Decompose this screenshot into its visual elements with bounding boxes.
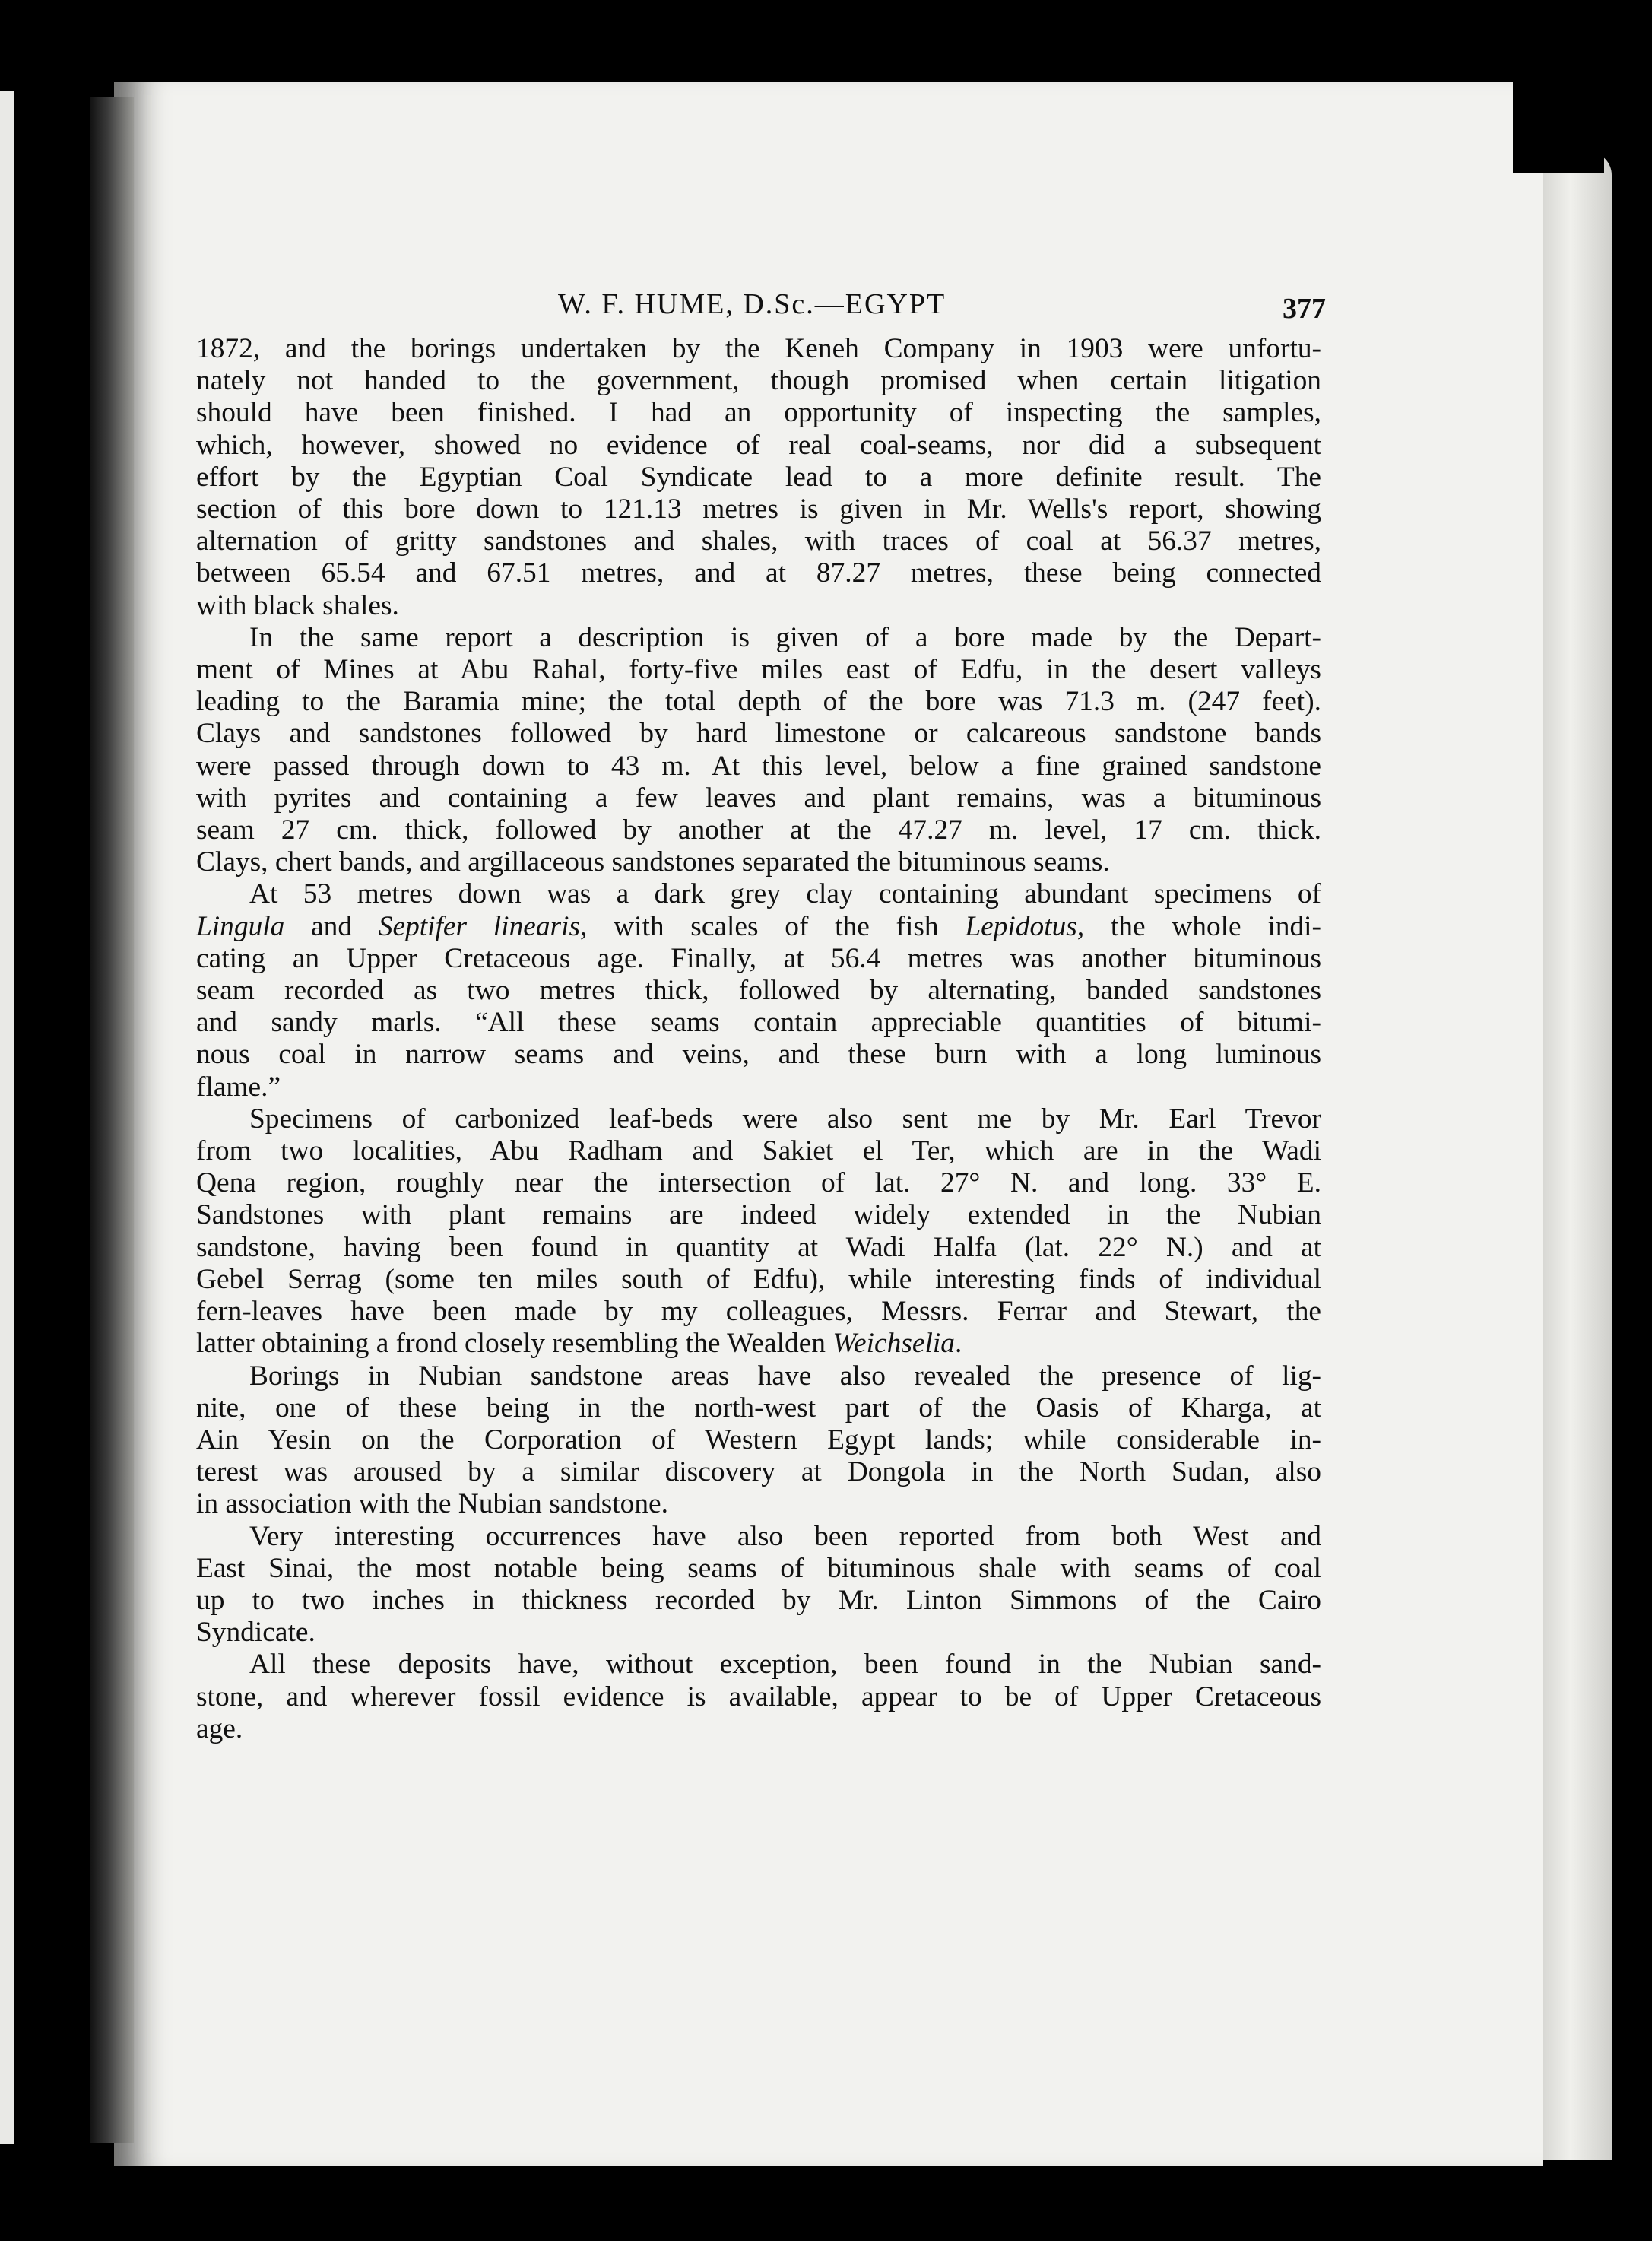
text-line: seam recorded as two metres thick, followed by alternating, banded sandstones [196, 975, 1321, 1007]
text-line: Gebel Serrag (some ten miles south of Edfu), while interesting finds of individual [196, 1263, 1321, 1295]
text-line: Clays and sandstones followed by hard limestone or calcareous sandstone bands [196, 718, 1321, 750]
text-line: fern-leaves have been made by my colleagues, Messrs. Ferrar and Stewart, the [196, 1296, 1321, 1328]
text-line: Lingula and Septifer linearis, with scales of the fish Lepidotus, the whole indi- [196, 910, 1321, 942]
page-corner-shadow [1513, 82, 1604, 173]
running-title: W. F. HUME, D.Sc.—EGYPT [558, 288, 946, 320]
text-line: seam 27 cm. thick, followed by another at the 47.27 m. level, 17 cm. thick. [196, 814, 1321, 846]
italic-term: Septifer linearis [378, 910, 581, 942]
paragraph [196, 1649, 1321, 1745]
text-line: In the same report a description is given of a bore made by the Depart- [249, 621, 1321, 653]
text-line: Sandstones with plant remains are indeed widely extended in the Nubian [196, 1199, 1321, 1231]
paragraph [196, 333, 1321, 622]
body-text [196, 333, 1321, 1745]
paragraph [196, 878, 1321, 1103]
text-line: 1872, and the borings undertaken by the Keneh Company in 1903 were unfortu- [196, 333, 1321, 364]
text-line: flame.” [196, 1071, 281, 1103]
text-line: sandstone, having been found in quantity at Wadi Halfa (lat. 22° N.) and at [196, 1231, 1321, 1263]
text-line: Borings in Nubian sandstone areas have also revealed the presence of lig- [249, 1360, 1321, 1392]
text-line: were passed through down to 43 m. At this level, below a fine grained sandstone [196, 750, 1321, 782]
paragraph [196, 1360, 1321, 1521]
italic-term: Weichselia [832, 1328, 955, 1360]
text-line: cating an Upper Cretaceous age. Finally, at 56.4 metres was another bituminous [196, 942, 1321, 974]
italic-term: Lepidotus [965, 910, 1077, 942]
facing-page-edge [0, 91, 14, 2144]
text-line: with pyrites and containing a few leaves and plant remains, was a bituminous [196, 782, 1321, 814]
book-gutter [90, 97, 134, 2143]
text-line: section of this bore down to 121.13 metres is given in Mr. Wells's report, showing [196, 494, 1321, 525]
text-line: should have been finished. I had an opportunity of inspecting the samples, [196, 397, 1321, 429]
text-line: leading to the Baramia mine; the total depth of the bore was 71.3 m. (247 feet). [196, 686, 1321, 718]
text-line: in association with the Nubian sandstone. [196, 1488, 668, 1520]
running-head [558, 287, 1326, 330]
text-line: and sandy marls. “All these seams contain appreciable quantities of bitumi- [196, 1007, 1321, 1039]
text-line: nite, one of these being in the north-west part of the Oasis of Kharga, at [196, 1392, 1321, 1424]
text-line: Specimens of carbonized leaf-beds were also sent me by Mr. Earl Trevor [249, 1103, 1321, 1135]
text-line: Clays, chert bands, and argillaceous sandstones separated the bituminous seams. [196, 846, 1110, 878]
text-line: terest was aroused by a similar discovery at Dongola in the North Sudan, also [196, 1456, 1321, 1488]
text-line: up to two inches in thickness recorded by Mr. Linton Simmons of the Cairo [196, 1584, 1321, 1616]
text-line: alternation of gritty sandstones and shales, with traces of coal at 56.37 metres, [196, 525, 1321, 557]
text-line: At 53 metres down was a dark grey clay containing abundant specimens of [249, 878, 1321, 910]
text-line: latter obtaining a frond closely resembling the Wealden Weichselia. [196, 1328, 962, 1360]
italic-term: Lingula [196, 910, 285, 942]
text-line: Qena region, roughly near the intersection of lat. 27° N. and long. 33° E. [196, 1167, 1321, 1199]
text-line: Ain Yesin on the Corporation of Western Egypt lands; while considerable in- [196, 1424, 1321, 1455]
page-number: 377 [1283, 293, 1326, 325]
text-line: between 65.54 and 67.51 metres, and at 87.27 metres, these being connected [196, 557, 1321, 589]
text-line: East Sinai, the most notable being seams of bituminous shale with seams of coal [196, 1552, 1321, 1584]
paragraph [196, 1521, 1321, 1649]
page-stack-edge [1543, 152, 1612, 2160]
text-line: Very interesting occurrences have also been reported from both West and [249, 1520, 1321, 1552]
text-line: stone, and wherever fossil evidence is available, appear to be of Upper Cretaceous [196, 1681, 1321, 1712]
paragraph [196, 622, 1321, 879]
text-line: All these deposits have, without exception, been found in the Nubian sand- [249, 1649, 1321, 1681]
text-line: from two localities, Abu Radham and Sakiet el Ter, which are in the Wadi [196, 1135, 1321, 1167]
text-line: effort by the Egyptian Coal Syndicate lead to a more definite result. The [196, 461, 1321, 493]
text-line: ment of Mines at Abu Rahal, forty-five miles east of Edfu, in the desert valleys [196, 654, 1321, 686]
text-line: nous coal in narrow seams and veins, and these burn with a long luminous [196, 1039, 1321, 1071]
text-line: which, however, showed no evidence of real coal-seams, nor did a subsequent [196, 429, 1321, 461]
text-line: with black shales. [196, 589, 399, 621]
text-line: nately not handed to the government, though promised when certain litigation [196, 365, 1321, 397]
text-line: Syndicate. [196, 1617, 315, 1649]
text-line: age. [196, 1712, 243, 1744]
paragraph [196, 1103, 1321, 1360]
